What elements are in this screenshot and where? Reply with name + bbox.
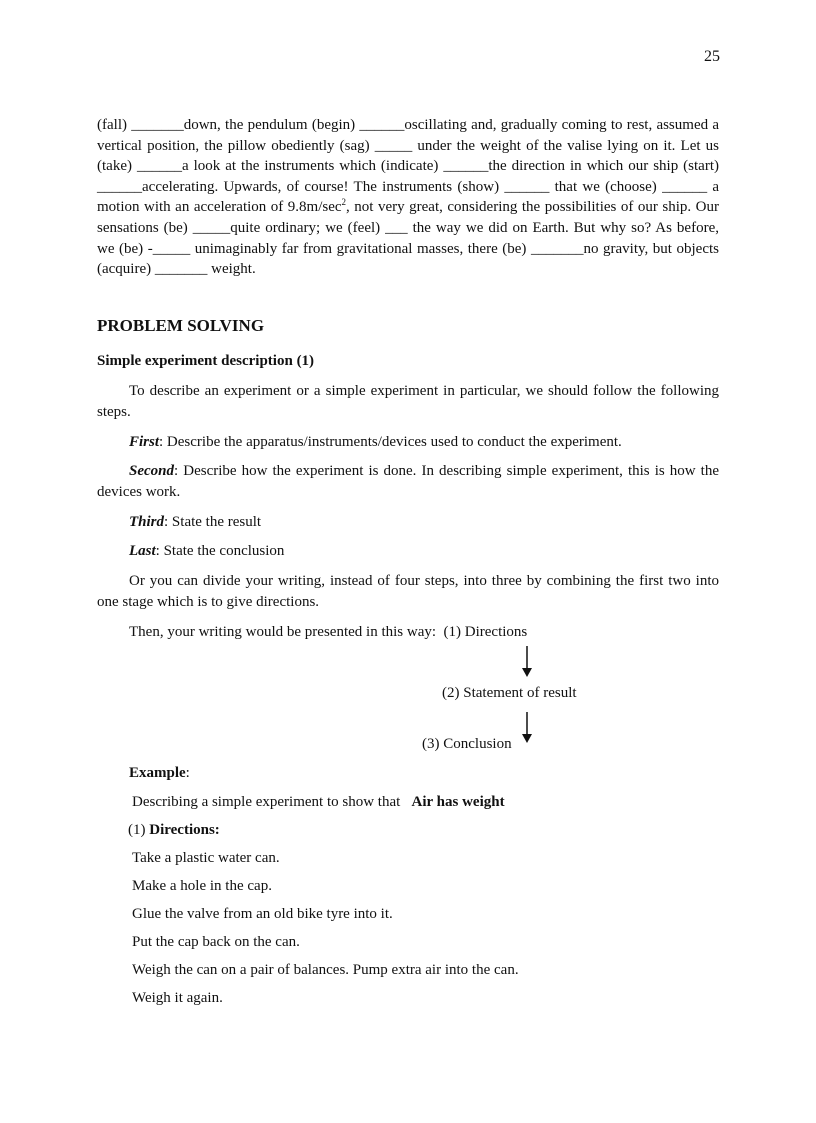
section-heading: PROBLEM SOLVING — [97, 316, 265, 335]
directions-heading — [128, 820, 220, 840]
flow-intro — [129, 622, 527, 642]
example-description — [132, 792, 505, 812]
example-claim: Air has weight — [411, 794, 505, 810]
step-third — [97, 512, 719, 533]
example-description-text: Describing a simple experiment to show that — [132, 794, 401, 810]
directions-number: (1) — [128, 822, 146, 838]
instruction-item: Put the cap back on the can. — [132, 934, 300, 950]
exercise-text-part2: , not very great, considering the possibilities of our ship. Our sensations (be) _____quite ordinary; we (feel) ___ the way we did on Earth. But why so? As before, we (be) -_____ unimaginably far from gravitational masses, there (be) _______no gravity, but objects (acquire) _______ weight. — [97, 199, 719, 278]
flow-step-conclusion: (3) Conclusion — [422, 736, 512, 752]
step-last — [97, 541, 719, 562]
step-first-label: First — [129, 434, 160, 450]
section-subheading: Simple experiment description (1) — [97, 353, 315, 369]
instruction-item: Weigh the can on a pair of balances. Pump extra air into the can. — [132, 962, 519, 978]
step-last-text: : State the conclusion — [155, 543, 285, 559]
step-second-label: Second — [129, 463, 174, 479]
example-heading — [129, 763, 190, 783]
step-third-text: : State the result — [164, 514, 262, 530]
exercise-superscript: 2 — [341, 197, 347, 208]
step-first-text: : Describe the apparatus/instruments/devices used to conduct the experiment. — [159, 434, 622, 450]
flow-step-result: (2) Statement of result — [442, 685, 577, 701]
exercise-text-part1: (fall) _______down, the pendulum (begin) ______oscillating and, gradually coming to rest, assumed a vertical position, the pillow obediently (sag) _____ under the weight of the valise lying on it. Let us (take) ______a look at the instruments which (indicate) ______the direction in which our ship (start) ______accelerating. Upwards, of course! The instruments (show) ______ that we (choose) ______ a motion with an acceleration of 9.8m/sec — [97, 117, 719, 216]
flow-step-directions: (1) Directions — [443, 624, 528, 640]
step-last-label: Last — [129, 543, 156, 559]
step-second — [97, 461, 719, 502]
instruction-item: Weigh it again. — [132, 990, 223, 1006]
combine-paragraph: Or you can divide your writing, instead of four steps, into three by combining the first two into one stage which is to give directions. — [97, 573, 719, 610]
instruction-item: Glue the valve from an old bike tyre into it. — [132, 906, 393, 922]
instruction-item: Take a plastic water can. — [132, 850, 280, 866]
step-second-text: : Describe how the experiment is done. In describing simple experiment, this is how the devices work. — [97, 463, 719, 500]
instruction-item: Make a hole in the cap. — [132, 878, 272, 894]
exercise-paragraph — [97, 115, 719, 280]
intro-paragraph: To describe an experiment or a simple experiment in particular, we should follow the following steps. — [97, 383, 719, 420]
flow-intro-text: Then, your writing would be presented in this way: — [129, 624, 437, 640]
example-label: Example — [129, 765, 186, 781]
directions-label: Directions: — [149, 822, 220, 838]
flow-arrow-1-icon — [521, 646, 533, 678]
step-first — [97, 432, 719, 453]
flow-arrow-2-icon — [521, 712, 533, 744]
step-third-label: Third — [129, 514, 165, 530]
example-colon: : — [185, 765, 190, 781]
page-number: 25 — [704, 48, 720, 65]
